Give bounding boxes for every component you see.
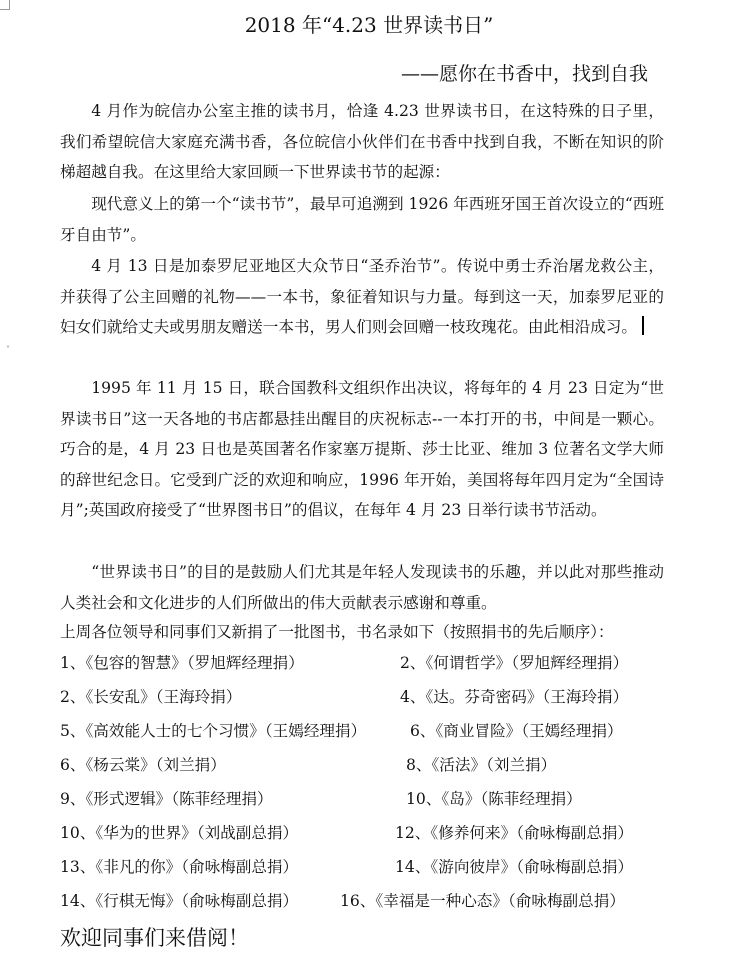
margin-marker: ˅ [6, 345, 10, 354]
book-item: 16、《幸福是一种心态》（俞咏梅副总捐） [340, 892, 625, 910]
book-list-intro: 上周各位领导和同事们又新捐了一批图书，书名录如下（按照捐书的先后顺序）： [60, 623, 614, 641]
page-subtitle: ——愿你在书香中，找到自我 [400, 63, 648, 85]
book-item: 14、《游向彼岸》（俞咏梅副总捐） [395, 858, 634, 876]
book-item: 8、《活法》（刘兰捐） [406, 756, 557, 774]
book-item: 2、《何谓哲学》（罗旭辉经理捐） [400, 654, 629, 672]
book-item: 2、《长安乱》（王海玲捐） [60, 688, 242, 706]
paragraph-purpose: “世界读书日”的目的是鼓励人们尤其是年轻人发现读书的乐趣，并以此对那些推动人类社会和文化进步的人们所做出的伟大贡献表示感谢和尊重。 [60, 563, 664, 612]
paragraph-st-george-text: 4 月 13 日是加泰罗尼亚地区大众节日“圣乔治节”。传说中勇士乔治屠龙救公主，并获得了公主回赠的礼物——一本书，象征着知识与力量。每到这一天，加泰罗尼亚的妇女们就给丈夫或男朋友赠送一本书，男人们则会回赠一枝玫瑰花。由此相沿成习。 [60, 257, 664, 336]
book-item: 9、《形式逻辑》（陈菲经理捐） [60, 790, 273, 808]
book-item: 14、《行棋无悔》（俞咏梅副总捐） [60, 892, 299, 910]
closing-line: 欢迎同事们来借阅！ [60, 926, 249, 950]
paragraph-origin: 现代意义上的第一个“读书节”，最早可追溯到 1926 年西班牙国王首次设立的“西班牙自由节”。 [60, 195, 664, 244]
page-title: 2018 年“4.23 世界读书日” [244, 13, 494, 37]
book-item: 12、《修养何来》（俞咏梅副总捐） [395, 824, 634, 842]
book-item: 6、《商业冒险》（王嫣经理捐） [410, 722, 623, 740]
book-item: 13、《非凡的你》（俞咏梅副总捐） [60, 858, 299, 876]
paragraph-intro: 4 月作为皖信办公室主推的读书月，恰逢 4.23 世界读书日，在这特殊的日子里，我们希望皖信大家庭充满书香，各位皖信小伙伴们在书香中找到自我，不断在知识的阶梯超越自我。在这里给大家回顾一下世界读书节的起源： [60, 102, 664, 181]
book-item: 1、《包容的智慧》（罗旭辉经理捐） [60, 654, 304, 672]
paragraph-st-george [60, 251, 664, 343]
book-item: 10、《岛》（陈菲经理捐） [406, 790, 582, 808]
book-item: 5、《高效能人士的七个习惯》（王嫣经理捐） [60, 722, 367, 740]
text-cursor [642, 316, 644, 335]
book-item: 6、《杨云棠》（刘兰捐） [60, 756, 226, 774]
book-item: 4、《达。芬奇密码》（王海玲捐） [400, 688, 629, 706]
book-item: 10、《华为的世界》（刘战副总捐） [60, 824, 299, 842]
paragraph-unesco: 1995 年 11 月 15 日，联合国教科文组织作出决议，将每年的 4 月 23 日定为“世界读书日”这一天各地的书店都悬挂出醒目的庆祝标志--一本打开的书，中间是一颗心。巧合的是，4 月 23 日也是英国著名作家塞万提斯、莎士比亚、维加 3 位著名文学大师的辞世纪念日。它受到广泛的欢迎和响应，1996 年开始，美国将每年四月定为“全国诗月”;英国政府接受了“世界图书日”的倡议，在每年 4 月 23 日举行读书节活动。 [60, 379, 664, 519]
